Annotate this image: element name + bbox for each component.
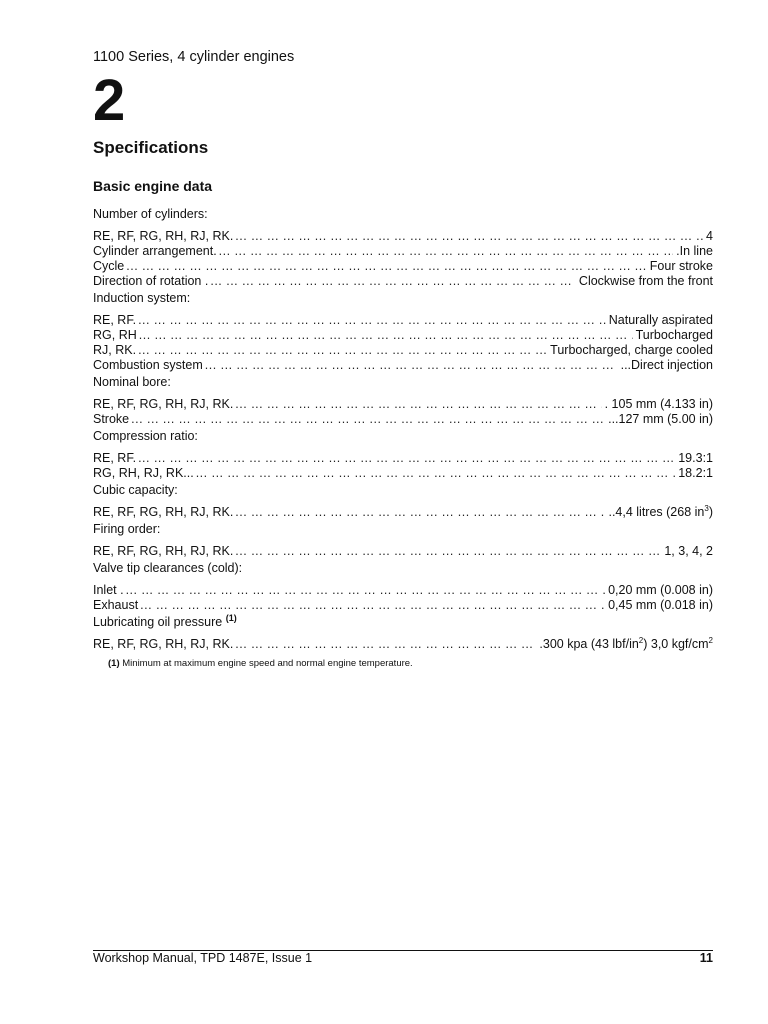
spec-value: 19.3:1 xyxy=(678,451,713,465)
spec-row xyxy=(93,637,713,652)
spec-value: 0,20 mm (0.008 in) xyxy=(608,583,713,597)
value-text: ) xyxy=(708,505,713,519)
spec-value xyxy=(536,637,713,652)
leader-dots xyxy=(138,313,606,328)
spec-key: RE, RF. xyxy=(93,451,137,465)
spec-row xyxy=(93,412,713,427)
leader-dots xyxy=(235,637,536,652)
leader-dots xyxy=(235,397,601,412)
spec-key: Stroke xyxy=(93,412,130,426)
leader-dots xyxy=(126,583,606,598)
page-number: 11 xyxy=(699,951,713,965)
leader-dots xyxy=(131,412,605,427)
leader-dots xyxy=(196,466,676,481)
spec-row xyxy=(93,466,713,481)
spec-value: Four stroke xyxy=(649,259,713,273)
spec-key: RE, RF, RG, RH, RJ, RK. xyxy=(93,637,234,651)
spec-row xyxy=(93,259,713,274)
spec-row xyxy=(93,229,713,244)
running-head: 1100 Series, 4 cylinder engines xyxy=(93,49,295,65)
spec-value: 0,45 mm (0.018 in) xyxy=(608,598,713,612)
spec-key: RE, RF, RG, RH, RJ, RK. xyxy=(93,397,234,411)
spec-value: 1, 3, 4, 2 xyxy=(664,544,713,558)
spec-key: RJ, RK. xyxy=(93,343,137,357)
spec-value: ...127 mm (5.00 in) xyxy=(608,412,713,426)
group-label-capacity: Cubic capacity: xyxy=(93,483,178,497)
spec-row xyxy=(93,274,713,289)
spec-key: Inlet . xyxy=(93,583,124,597)
label-text: Lubricating oil pressure xyxy=(93,615,223,629)
spec-value: . 105 mm (4.133 in) xyxy=(604,397,713,411)
group-label-oil xyxy=(93,613,713,631)
group-label-firing: Firing order: xyxy=(93,522,161,536)
spec-row xyxy=(93,343,713,358)
spec-key: Combustion system xyxy=(93,358,203,372)
spec-key: RE, RF, RG, RH, RJ, RK. xyxy=(93,505,234,519)
spec-key: Exhaust xyxy=(93,598,139,612)
spec-row xyxy=(93,328,713,343)
footnote-marker: (1) xyxy=(108,658,120,669)
leader-dots xyxy=(235,229,703,244)
value-text: ..4,4 litres (268 in xyxy=(608,505,705,519)
manual-page xyxy=(93,0,713,1024)
spec-key: Cycle xyxy=(93,259,125,273)
footnote-ref: (1) xyxy=(225,612,237,623)
spec-key: RG, RH xyxy=(93,328,137,342)
section-title: Basic engine data xyxy=(93,178,213,194)
spec-value: Turbocharged xyxy=(635,328,713,342)
spec-value: Turbocharged, charge cooled xyxy=(550,343,713,357)
spec-value: Naturally aspirated xyxy=(608,313,713,327)
leader-dots xyxy=(138,343,547,358)
footnote xyxy=(93,658,713,670)
spec-row xyxy=(93,598,713,613)
leader-dots xyxy=(140,598,605,613)
leader-dots xyxy=(219,244,673,259)
spec-key: Cylinder arrangement. xyxy=(93,244,217,258)
spec-row xyxy=(93,583,713,598)
footnote-text: Minimum at maximum engine speed and normal engine temperature. xyxy=(122,658,413,669)
spec-row xyxy=(93,544,713,559)
superscript: 2 xyxy=(708,635,713,645)
spec-value: 18.2:1 xyxy=(678,466,713,480)
spec-value: Clockwise from the front xyxy=(578,274,713,288)
chapter-title: Specifications xyxy=(93,138,209,157)
leader-dots xyxy=(126,259,647,274)
leader-dots xyxy=(139,328,633,343)
footer-title: Workshop Manual, TPD 1487E, Issue 1 xyxy=(93,951,313,965)
spec-key: RE, RF, RG, RH, RJ, RK. xyxy=(93,544,234,558)
spec-row xyxy=(93,397,713,412)
group-label-bore: Nominal bore: xyxy=(93,375,171,389)
spec-key: RE, RF. xyxy=(93,313,137,327)
group-label-cylinders: Number of cylinders: xyxy=(93,207,208,221)
spec-value xyxy=(605,505,713,520)
spec-row xyxy=(93,451,713,466)
leader-dots xyxy=(235,544,661,559)
spec-row xyxy=(93,505,713,520)
group-label-valve: Valve tip clearances (cold): xyxy=(93,561,243,575)
leader-dots xyxy=(138,451,675,466)
spec-key: RG, RH, RJ, RK... xyxy=(93,466,194,480)
superscript: 3 xyxy=(704,503,709,513)
leader-dots xyxy=(235,505,605,520)
group-label-compression: Compression ratio: xyxy=(93,429,198,443)
spec-row xyxy=(93,313,713,328)
spec-key: RE, RF, RG, RH, RJ, RK. xyxy=(93,229,234,243)
value-text: .300 kpa (43 lbf/in xyxy=(539,637,639,651)
spec-value: 4 xyxy=(706,229,713,243)
chapter-number: 2 xyxy=(93,68,126,133)
value-text: ) 3,0 kgf/cm xyxy=(643,637,709,651)
leader-dots xyxy=(205,358,618,373)
spec-value: ...Direct injection xyxy=(620,358,713,372)
spec-content xyxy=(93,205,713,670)
superscript: 2 xyxy=(638,635,644,645)
spec-key: Direction of rotation . xyxy=(93,274,209,288)
spec-row xyxy=(93,358,713,373)
spec-value: .In line xyxy=(676,244,713,258)
group-label-induction: Induction system: xyxy=(93,291,191,305)
spec-row xyxy=(93,244,713,259)
leader-dots xyxy=(210,274,576,289)
